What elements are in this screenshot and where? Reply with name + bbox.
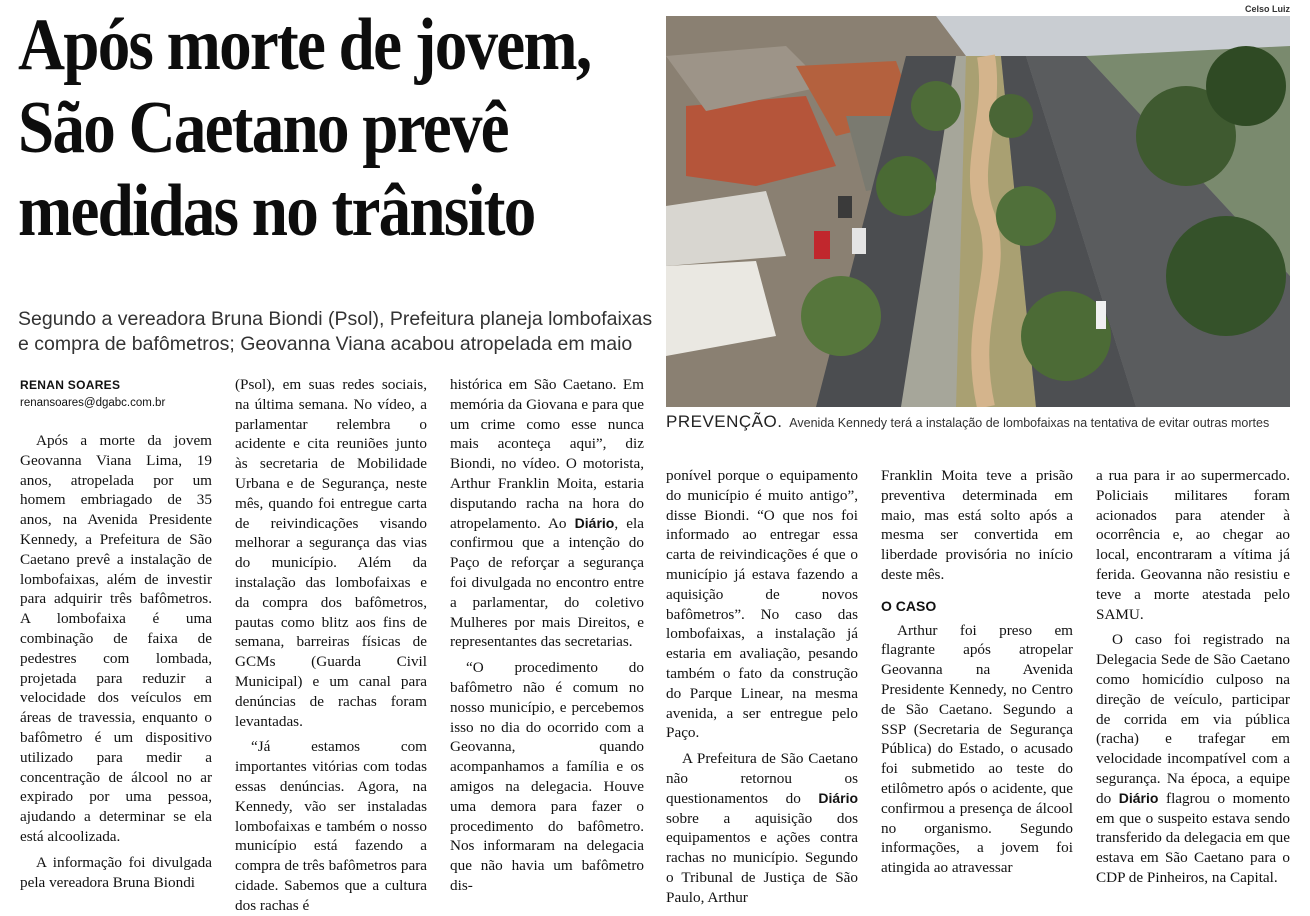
article-column-1 <box>20 431 212 892</box>
c4-paragraph-1: ponível porque o equipamento do município é muito antigo”, disse Biondi. “O que nos foi informado ao entregar essa carta de reivindicações é que o município já estava fazendo a aquisição de novos bafômetros”. No caso das lombofaixas, a instalação já estaria em avaliação, pesando também o fato da construção do Parque Linear, na mesma avenida, a ser entregue pelo Paço. <box>666 467 858 742</box>
article-column-4 <box>666 466 858 908</box>
section-subtitle: O CASO <box>881 597 937 614</box>
subhead-line-1: Segundo a vereadora Bruna Biondi (Psol), Prefeitura planeja lombofaixas <box>18 308 653 330</box>
photo-credit: Celso Luiz <box>1244 4 1290 14</box>
c3-paragraph-1: histórica em São Caetano. Em memória da Giovana e para que um crime como esse nunca mais aconteça aqui”, diz Biondi, no vídeo. O motorista, Arthur Franklin Moita, estaria disputando racha na hora do atropelamento. Ao Diário, ela confirmou que a intenção do Paço de reforçar a segurança foi divulgada no encontro entre a parlamentar, do coletivo Mulheres por mais Direitos, e representantes das secretarias. <box>450 376 644 651</box>
article-column-3 <box>450 375 644 896</box>
article-column-2 <box>235 375 427 916</box>
c3-paragraph-2: “O procedimento do bafômetro não é comum no nosso município, e percebemos isso no dia do ocorrido com a Geovanna, quando acompanhamos a família e os amigos na delegacia. Houve uma demora para fazer o procedimento do bafômetro. Nos informaram na delegacia que não havia um bafômetro dis- <box>450 659 644 894</box>
c6-paragraph-1: a rua para ir ao supermercado. Policiais militares foram acionados para atender à ocorrência e, ao chegar ao local, encontraram a vítima já ferida. Geovanna não resistiu e teve a morte atestada pelo SAMU. <box>1096 467 1290 623</box>
byline <box>20 378 165 409</box>
article-column-6 <box>1096 466 1290 888</box>
c5-paragraph-2: Arthur foi preso em flagrante após atropelar Geovanna na Avenida Presidente Kennedy, no Centro de São Caetano. Segundo a SSP (Secretaria de Segurança Pública) do Estado, o acusado foi submetido ao teste do etilômetro após o acidente, que confirmou a presença de álcool no organismo. Segundo informações, a jovem foi atingida ao atravessar <box>881 621 1073 877</box>
diario-mention: Diário <box>1118 789 1159 806</box>
caption-text: Avenida Kennedy terá a instalação de lombofaixas na tentativa de evitar outras mortes <box>789 416 1270 430</box>
headline-line-2: São Caetano prevê <box>18 87 508 169</box>
author-email[interactable]: renansoares@dgabc.com.br <box>20 397 166 409</box>
headline-line-1: Após morte de jovem, <box>18 4 591 86</box>
headline <box>18 4 658 253</box>
caption-kicker: PREVENÇÃO. <box>666 412 783 431</box>
photo-caption <box>666 412 1296 432</box>
diario-mention: Diário <box>818 789 859 806</box>
subheadline <box>18 307 658 357</box>
article-column-5 <box>881 466 1073 878</box>
diario-mention: Diário <box>574 514 615 531</box>
c4-paragraph-2: A Prefeitura de São Caetano não retornou os questionamentos do Diário sobre a aquisição dos equipamentos e ações contra rachas no município. Segundo o Tribunal de Justiça de São Paulo, Arthur <box>666 750 859 906</box>
author-name: RENAN SOARES <box>20 378 121 392</box>
c5-paragraph-1: Franklin Moita teve a prisão preventiva determinada em maio, mas está solto após a mesma ser convertida em liberdade provisória no início deste mês. <box>881 467 1073 583</box>
c6-paragraph-2: O caso foi registrado na Delegacia Sede de São Caetano como homicídio culposo na direção de veículo, participar de corrida em via pública (racha) e trafegar em velocidade incompatível com a segurança. Na época, a equipe do Diário flagrou o momento em que o suspeito estava sendo transferido da delegacia em que estava em São Caetano para o CDP de Pinheiros, na Capital. <box>1096 631 1290 886</box>
c2-paragraph-1: (Psol), em suas redes sociais, na última semana. No vídeo, a parlamentar relembra o acidente e cita reuniões junto às secretaria de Mobilidade Urbana e de Segurança, neste mês, quando foi entregue carta de reivindicações visando melhorar a segurança das vias do município. Além da instalação das lombofaixas e da compra dos bafômetros, pautas como blitz aos fins de semana, barreiras físicas de GCMs (Guarda Civil Municipal) e um canal para denúncias de rachas foram levantadas. <box>235 376 427 730</box>
c1-paragraph-2: A informação foi divulgada pela vereadora Bruna Biondi <box>20 853 212 891</box>
headline-line-3: medidas no trânsito <box>18 170 535 252</box>
subhead-line-2: e compra de bafômetros; Geovanna Viana acabou atropelada em maio <box>18 333 633 355</box>
c1-paragraph-1: Após a morte da jovem Geovanna Viana Lima, 19 anos, atropelada por um homem embriagado de 35 anos, na Avenida Presidente Kennedy, a Prefeitura de São Caetano prevê a instalação de lombofaixas, além de investir para adquirir três bafômetros. A lombofaixa é uma combinação de faixa de pedestres com lombada, projetada para reduzir a velocidade dos veículos em áreas de travessia, enquanto o bafômetro é um dispositivo utilizado para medir a concentração de álcool no ar expirado por uma pessoa, ajudando a determinar se ela está alcoolizada. <box>20 432 212 845</box>
c2-paragraph-2: “Já estamos com importantes vitórias com todas essas denúncias. Agora, na Kennedy, vão ser instaladas lombofaixas e também o nosso município está fazendo a compra de três bafômetros para cidade. Sabemos que a cultura dos rachas é <box>235 738 427 914</box>
avenue-photo <box>666 16 1290 407</box>
